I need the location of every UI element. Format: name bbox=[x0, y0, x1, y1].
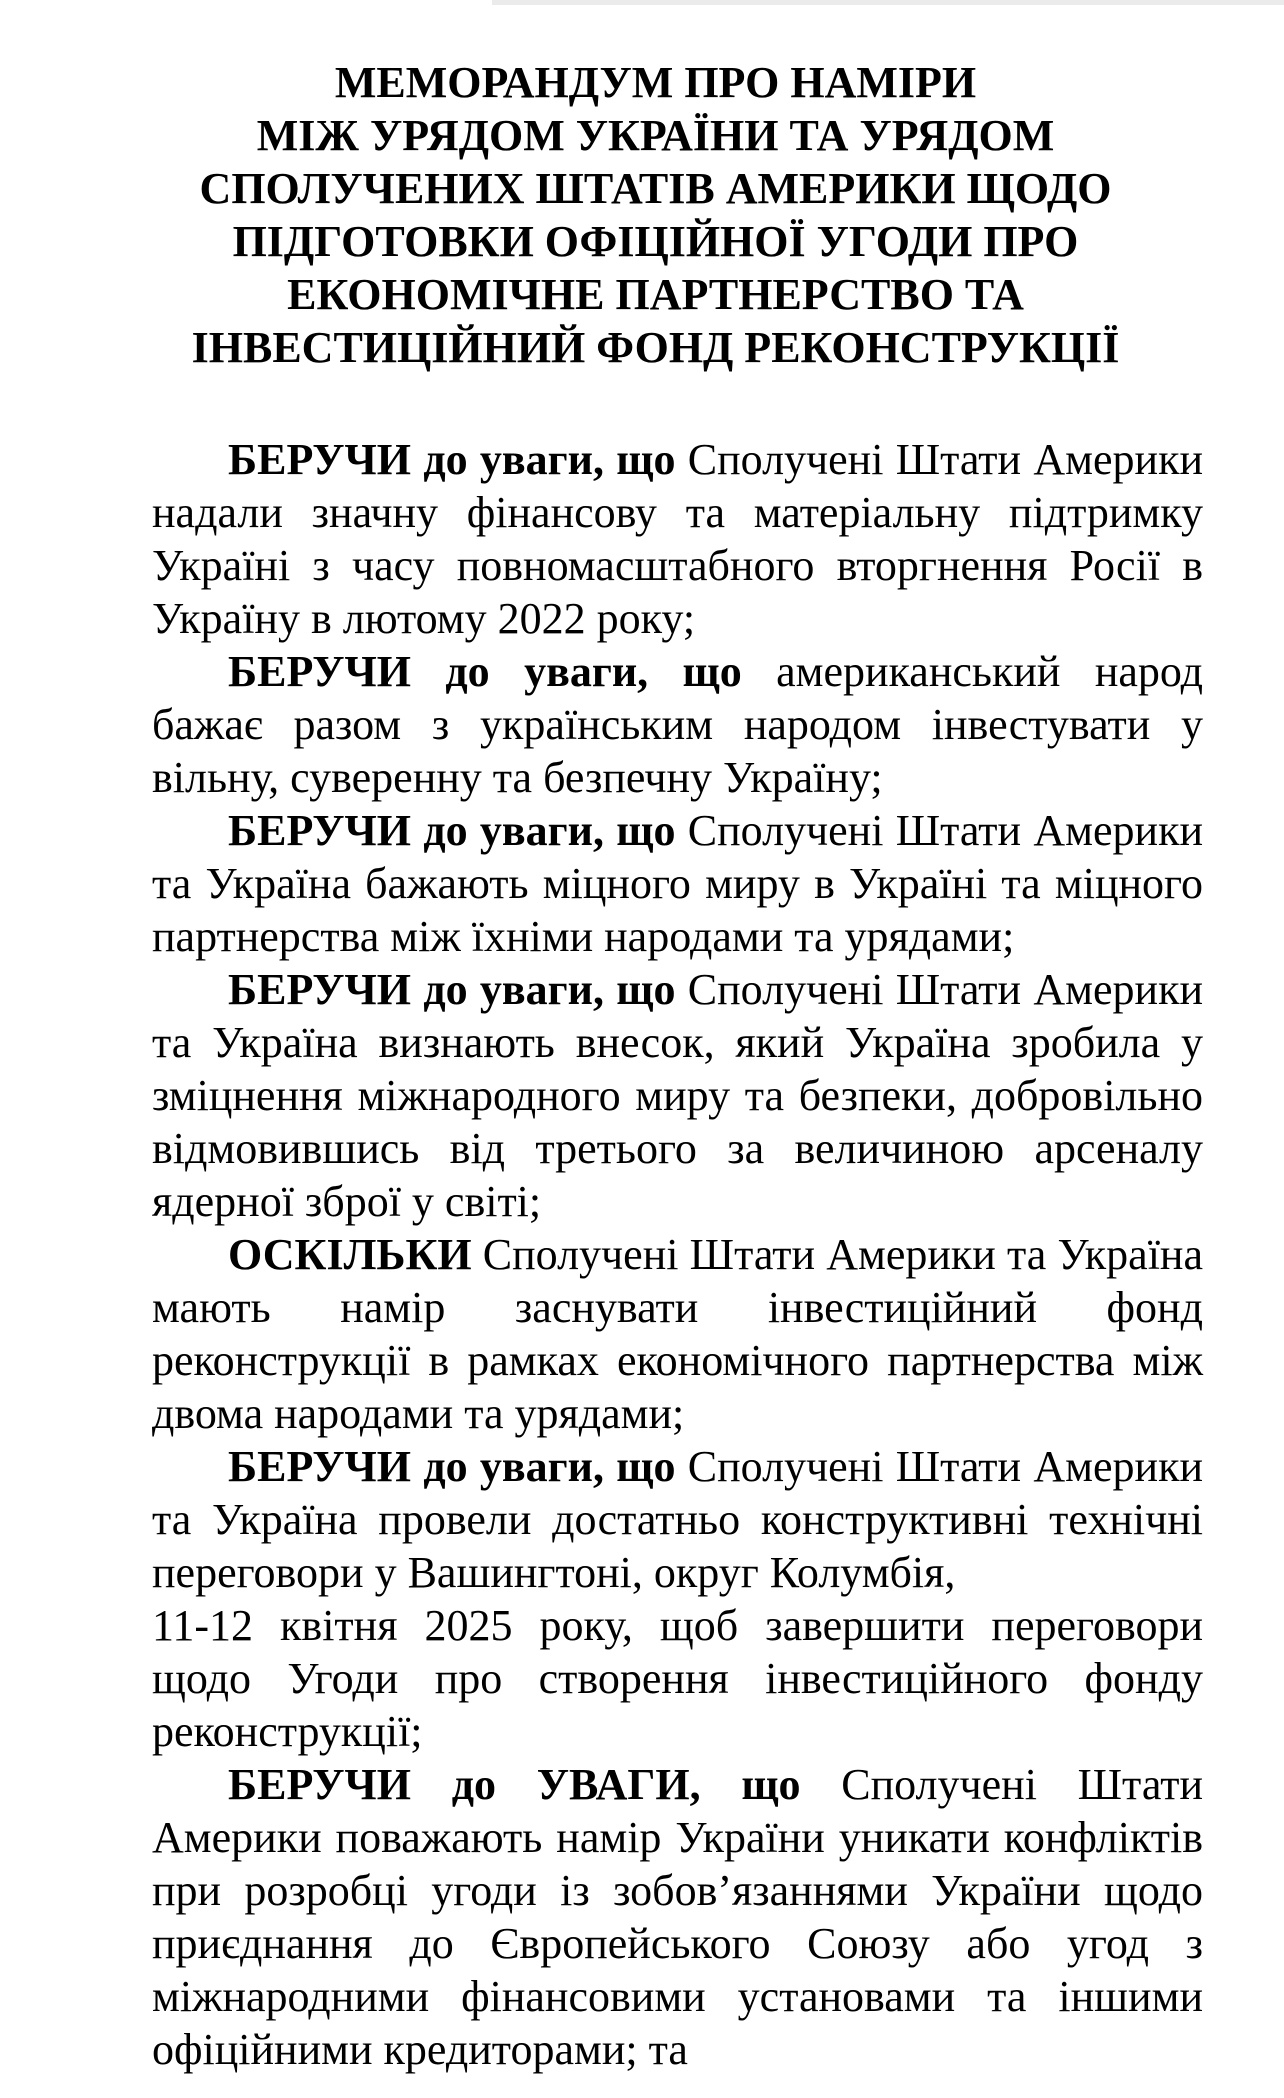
paragraph-text: Сполучені Штати Америки та Україна визнають внесок, який Україна зробила у зміцнення міжнародного миру та безпеки, добровільно відмовившись від третього за величиною арсеналу ядерної зброї у світі; bbox=[152, 965, 1203, 1226]
paragraph-lead: БЕРУЧИ до УВАГИ, що bbox=[228, 1760, 801, 1809]
paragraph-whereas-1 bbox=[152, 433, 1203, 645]
paragraph-text: Сполучені Штати Америки та Україна провели достатньо конструктивні технічні переговори у Вашингтоні, округ Колумбія, bbox=[152, 1442, 1203, 1597]
document-body bbox=[152, 433, 1203, 2076]
title-line: МІЖ УРЯДОМ УКРАЇНИ ТА УРЯДОМ bbox=[256, 111, 1055, 160]
paragraph-whereas-3 bbox=[152, 804, 1203, 963]
title-line: ПІДГОТОВКИ ОФІЦІЙНОЇ УГОДИ ПРО bbox=[232, 217, 1079, 266]
title-line: МЕМОРАНДУМ ПРО НАМІРИ bbox=[334, 58, 977, 107]
paragraph-since bbox=[152, 1228, 1203, 1440]
paragraph-text: Сполучені Штати Америки та Україна бажають міцного миру в Україні та міцного партнерства між їхніми народами та урядами; bbox=[152, 806, 1203, 961]
scan-artifact-line bbox=[492, 0, 1284, 5]
paragraph-text: американський народ бажає разом з українським народом інвестувати у вільну, суверенну та безпечну Україну; bbox=[152, 647, 1204, 802]
paragraph-lead: БЕРУЧИ до уваги, що bbox=[228, 806, 676, 855]
paragraph-text: Сполучені Штати Америки надали значну фінансову та матеріальну підтримку Україні з часу повномасштабного вторгнення Росії в Україну в лютому 2022 року; bbox=[152, 435, 1203, 643]
title-line: ЕКОНОМІЧНЕ ПАРТНЕРСТВО ТА bbox=[287, 270, 1024, 319]
paragraph-whereas-4 bbox=[152, 963, 1203, 1228]
paragraph-whereas-5 bbox=[152, 1440, 1203, 1758]
paragraph-lead: БЕРУЧИ до уваги, що bbox=[228, 647, 742, 696]
paragraph-text: Сполучені Штати Америки та Україна мають намір заснувати інвестиційний фонд реконструкції в рамках економічного партнерства між двома народами та урядами; bbox=[152, 1230, 1203, 1438]
title-line: СПОЛУЧЕНИХ ШТАТІВ АМЕРИКИ ЩОДО bbox=[199, 164, 1112, 213]
document-title bbox=[152, 56, 1203, 374]
paragraph-lead: БЕРУЧИ до уваги, що bbox=[228, 965, 676, 1014]
paragraph-lead: ОСКІЛЬКИ bbox=[228, 1230, 472, 1279]
paragraph-lead: БЕРУЧИ до уваги, що bbox=[228, 435, 676, 484]
title-line: ІНВЕСТИЦІЙНИЙ ФОНД РЕКОНСТРУКЦІЇ bbox=[191, 323, 1120, 372]
paragraph-whereas-6 bbox=[152, 1758, 1203, 2076]
paragraph-whereas-2 bbox=[152, 645, 1203, 804]
paragraph-lead: БЕРУЧИ до уваги, що bbox=[228, 1442, 676, 1491]
paragraph-text-continued: 11-12 квітня 2025 року, щоб завершити переговори щодо Угоди про створення інвестиційного фонду реконструкції; bbox=[152, 1601, 1203, 1756]
paragraph-text: Сполучені Штати Америки поважають намір України уникати конфліктів при розробці угоди із зобов’язаннями України щодо приєднання до Європейського Союзу або угод з міжнародними фінансовими установами та іншими офіційними кредиторами; та bbox=[152, 1760, 1203, 2074]
